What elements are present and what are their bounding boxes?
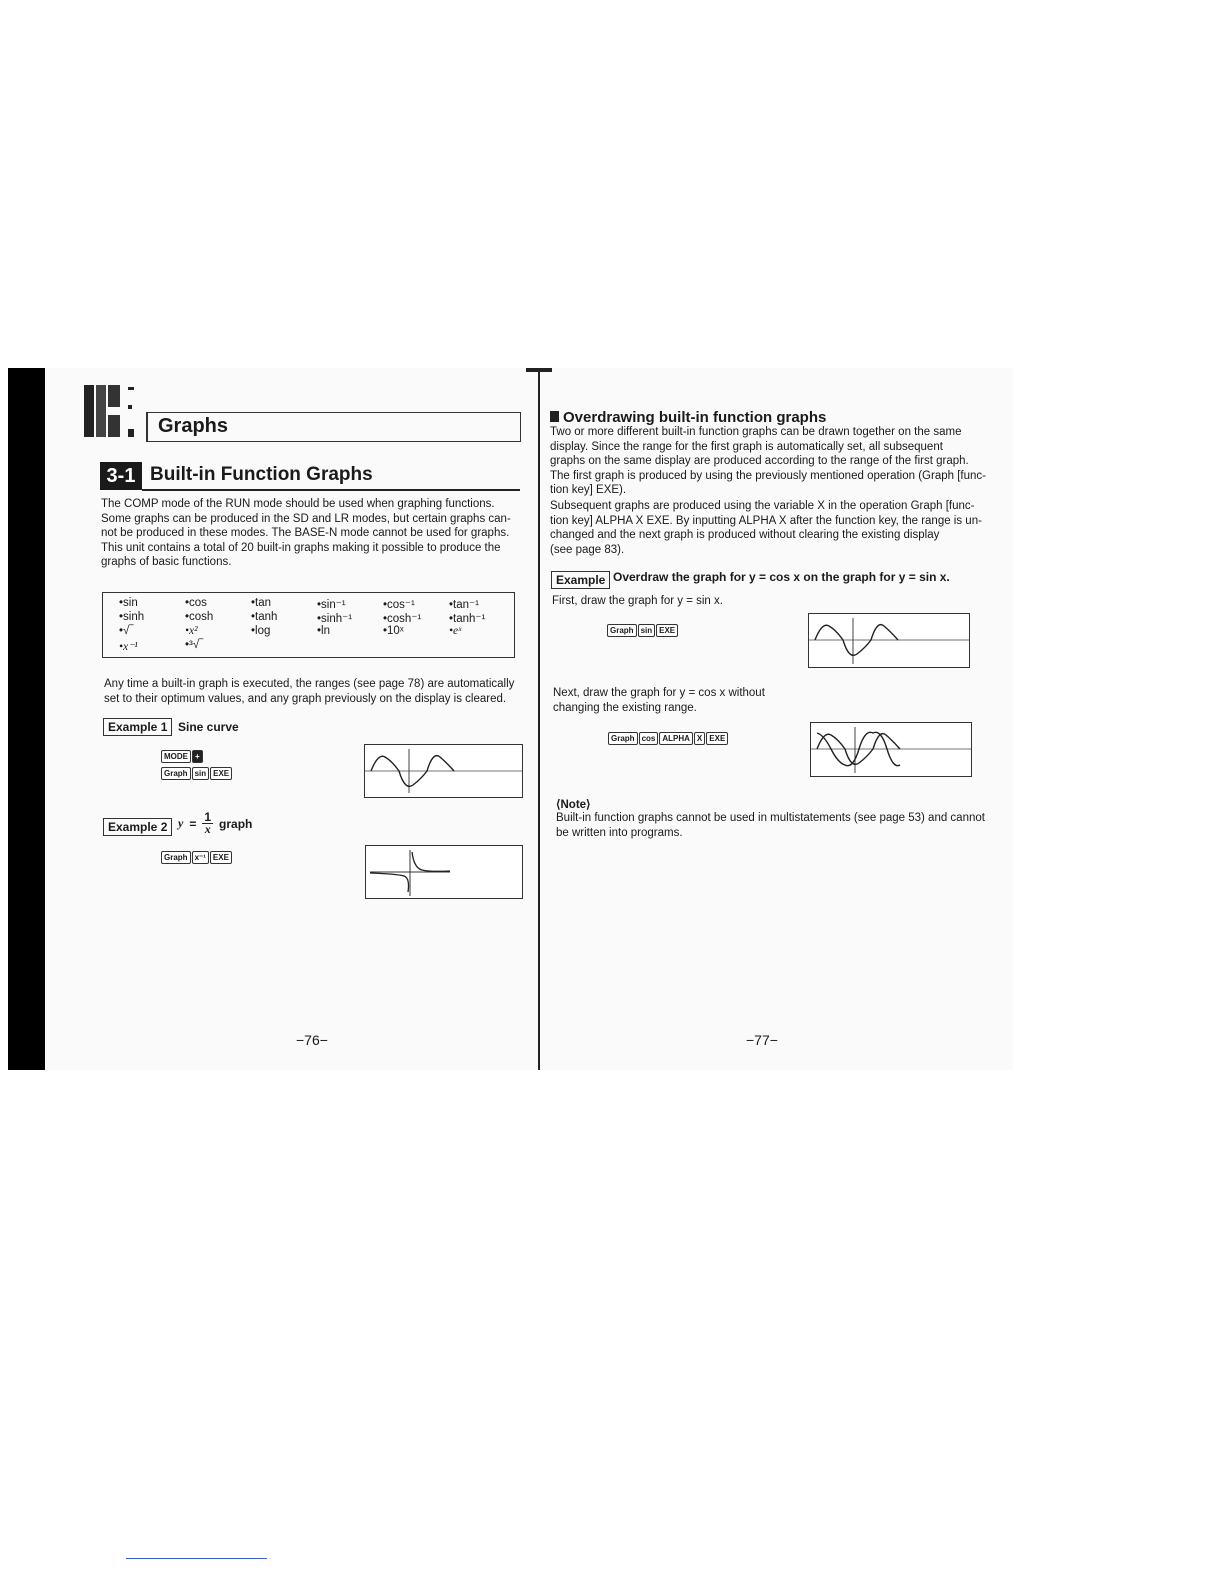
overdraw-heading: Overdrawing built-in function graphs (550, 409, 826, 426)
reciprocal-key: x⁻¹ (192, 851, 209, 864)
footer-link-line (126, 1558, 267, 1559)
sine-graph-screen (364, 744, 523, 798)
function-item: •cosh⁻¹ (383, 613, 422, 625)
function-item: •sin (119, 597, 138, 609)
scan-edge-bar (8, 368, 45, 1070)
example-1-description: Sine curve (178, 720, 239, 734)
section-number: 3-1 (100, 462, 142, 490)
equation-y: y (178, 816, 184, 830)
function-item: •tanh⁻¹ (449, 613, 486, 625)
reciprocal-graph-screen (365, 845, 523, 899)
function-item: •10ˣ (383, 625, 404, 637)
function-item: •sinh (119, 611, 145, 623)
page-number-left: −76− (296, 1032, 328, 1048)
overdraw-paragraph-1: Two or more different built-in function graphs can be drawn together on the same display. Since the range for the first graph is automatically set, all subsequent graphs on the same display are produced according to the range of the first graph. The first graph is produced by using the previously mentioned operation (Graph [func- tion key] EXE). (550, 426, 986, 497)
chapter-title-box (146, 412, 521, 442)
graph-key: Graph (608, 732, 638, 745)
step-1-text: First, draw the graph for y = sin x. (552, 595, 723, 607)
example-2-label: Example 2 (103, 818, 172, 836)
function-list-box (102, 592, 515, 658)
chapter-title: Graphs (158, 415, 229, 437)
exe-key: EXE (210, 767, 232, 780)
plus-key: + (192, 750, 203, 763)
section-rule (142, 489, 520, 491)
function-item: •sinh⁻¹ (317, 613, 353, 625)
note-heading: ⟨Note⟩ (556, 799, 591, 811)
step-1-keys (607, 624, 678, 637)
graph-key: Graph (607, 624, 637, 637)
example-1-keys-row1 (161, 750, 203, 763)
intro-paragraph: The COMP mode of the RUN mode should be used when graphing functions. Some graphs can be produced in the SD and LR modes, but certain graphs can- not be produced in these modes. The BASE-N mode cannot be used for graphs. This unit contains a total of 20 built-in graphs making it possible to produce the graphs of basic functions. (101, 498, 511, 569)
equation-equals: = (189, 816, 197, 831)
example-2-keys (161, 851, 232, 864)
exe-key: EXE (706, 732, 728, 745)
example-2-equation (178, 812, 252, 835)
function-item: •cos (185, 597, 207, 609)
function-item: •cos⁻¹ (383, 599, 415, 611)
graph-key: Graph (161, 767, 191, 780)
graph-key: Graph (161, 851, 191, 864)
fraction-numerator: 1 (204, 810, 212, 824)
page-number-right: −77− (746, 1032, 778, 1048)
overdraw-paragraph-2: Subsequent graphs are produced using the variable X in the operation Graph [func- tion key] ALPHA X EXE. By inputting ALPHA X after the function key, the range is un- changed and the next graph is produced without clearing the existing display (see page 83). (550, 500, 982, 556)
example-1-label: Example 1 (103, 718, 172, 736)
function-item: •tan⁻¹ (449, 599, 479, 611)
heading-bullet-icon (550, 411, 559, 422)
function-item: •x² (185, 625, 198, 637)
step-2-text: Next, draw the graph for y = cos x without changing the existing range. (553, 687, 765, 714)
function-item: •cosh (185, 611, 214, 623)
step-2-keys (608, 732, 728, 745)
exe-key: EXE (210, 851, 232, 864)
range-note-paragraph: Any time a built-in graph is executed, the ranges (see page 78) are automatically set to their optimum values, and any graph previously on the display is cleared. (104, 678, 515, 705)
function-item: •tanh (251, 611, 278, 623)
note-paragraph: Built-in function graphs cannot be used in multistatements (see page 53) and cannot be written into programs. (556, 812, 985, 839)
function-item: •√‾ (119, 625, 134, 637)
example-2-description: graph (219, 816, 253, 831)
function-item: •sin⁻¹ (317, 599, 346, 611)
function-item: •log (251, 625, 271, 637)
sin-overdraw-screen (808, 613, 970, 668)
example-1-keys-row2 (161, 767, 232, 780)
mode-key: MODE (161, 750, 191, 763)
alpha-key: ALPHA (659, 732, 693, 745)
cos-key: cos (639, 732, 659, 745)
equation-fraction (202, 812, 213, 835)
sin-cos-overdraw-screen (810, 722, 972, 777)
fraction-denominator: x (204, 822, 211, 836)
function-item: •x⁻¹ (119, 641, 138, 653)
function-item: •³√‾ (185, 639, 203, 651)
page-spine (538, 372, 540, 1070)
exe-key: EXE (656, 624, 678, 637)
sin-key: sin (638, 624, 656, 637)
x-key: X (694, 732, 705, 745)
section-title: Built-in Function Graphs (150, 464, 373, 485)
right-example-description: Overdraw the graph for y = cos x on the graph for y = sin x. (613, 570, 950, 584)
chapter-logo-icon (84, 385, 136, 437)
sin-key: sin (192, 767, 210, 780)
function-item: •eˣ (449, 625, 462, 637)
function-item: •tan (251, 597, 272, 609)
right-example-label: Example (551, 571, 610, 589)
function-item: •ln (317, 625, 330, 637)
